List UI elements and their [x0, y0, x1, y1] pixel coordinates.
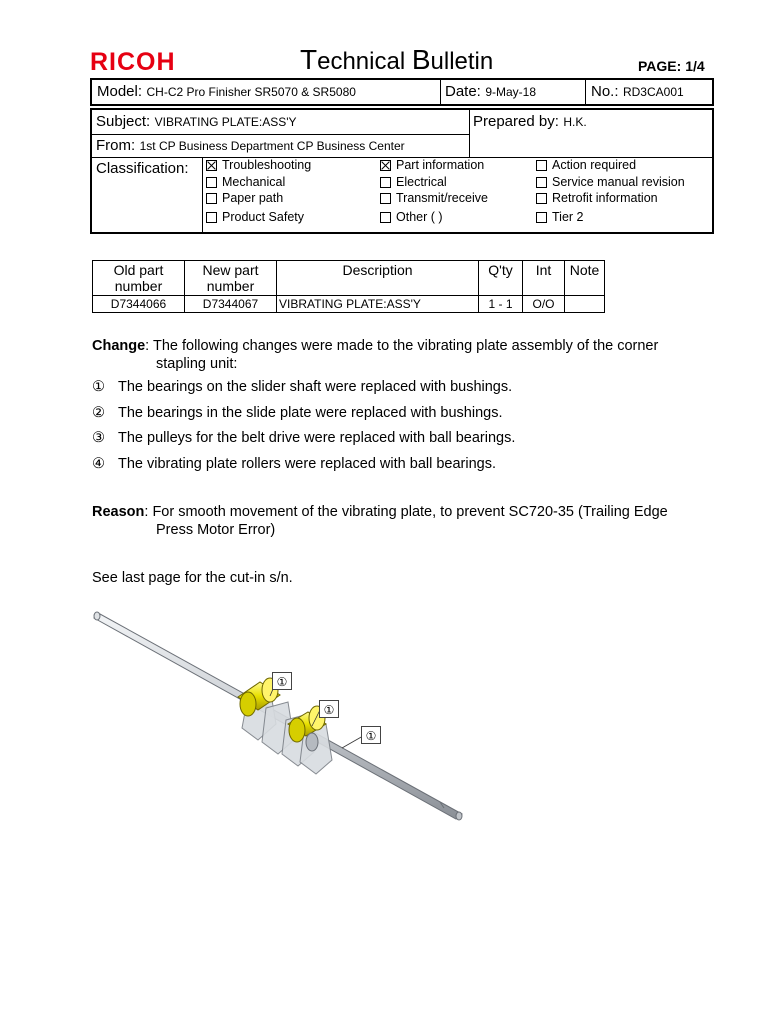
reason-text-line2: Press Motor Error)	[156, 522, 276, 538]
classification-option-label: Part information	[396, 158, 485, 172]
classification-option[interactable]	[206, 158, 311, 172]
classification-option[interactable]	[536, 158, 636, 172]
change-paragraph	[92, 337, 732, 373]
classification-option-label: Service manual revision	[552, 175, 685, 189]
title-part-1: echnical	[317, 48, 412, 75]
classification-option-label: Transmit/receive	[396, 191, 488, 205]
date-label: Date:	[445, 83, 481, 100]
classification-option-label: Mechanical	[222, 175, 286, 189]
checkbox-icon[interactable]	[380, 212, 391, 223]
checkbox-icon[interactable]	[380, 177, 391, 188]
subject-value: VIBRATING PLATE:ASS'Y	[154, 115, 297, 129]
model-label: Model:	[97, 83, 143, 100]
classification-option[interactable]	[536, 210, 584, 224]
header-note: Note	[565, 261, 605, 296]
see-last-page-note: See last page for the cut-in s/n.	[92, 570, 293, 586]
change-text-line1: : The following changes were made to the vibrating plate assembly of the corner	[145, 338, 659, 354]
classification-option[interactable]	[536, 191, 658, 205]
classification-option[interactable]	[380, 210, 443, 224]
checkbox-icon[interactable]	[536, 193, 547, 204]
cell-qty: 1 - 1	[479, 296, 523, 313]
classification-option-label: Product Safety	[222, 210, 304, 224]
collar-part	[306, 733, 318, 751]
parts-table	[92, 260, 605, 313]
subject-field	[96, 113, 297, 131]
list-number: ②	[92, 405, 105, 421]
classification-option[interactable]	[206, 191, 283, 205]
classification-option-label: Action required	[552, 158, 637, 172]
title-part-2: ulletin	[430, 48, 494, 75]
date-field	[445, 83, 536, 101]
title-letter-b: B	[411, 44, 431, 75]
checkbox-icon[interactable]	[536, 177, 547, 188]
classification-option[interactable]	[380, 175, 447, 189]
leader-line	[342, 736, 363, 748]
callout-label: ①	[361, 726, 381, 744]
prepared-by-field	[473, 113, 587, 131]
reason-paragraph	[92, 503, 732, 539]
checkbox-checked-icon[interactable]	[380, 160, 391, 171]
classification-option-label: Other ( )	[396, 210, 443, 224]
classification-option[interactable]	[206, 175, 285, 189]
classification-option-label: Electrical	[396, 175, 447, 189]
list-text: The bearings in the slide plate were replaced with bushings.	[118, 405, 503, 421]
header-new-part-line1: New part	[202, 262, 259, 278]
classification-option-label: Retrofit information	[552, 191, 658, 205]
list-number: ①	[92, 379, 105, 395]
checkbox-icon[interactable]	[536, 212, 547, 223]
header-qty: Q'ty	[479, 261, 523, 296]
model-value: CH-C2 Pro Finisher SR5070 & SR5080	[146, 85, 356, 99]
header-old-part-line2: number	[114, 278, 163, 294]
model-field	[97, 83, 356, 101]
header-new-part-line2: number	[206, 278, 255, 294]
callout-label: ①	[319, 700, 339, 718]
from-label: From:	[96, 137, 136, 154]
cell-int: O/O	[523, 296, 565, 313]
classification-label: Classification:	[96, 160, 189, 177]
header-old-part-line1: Old part	[113, 262, 164, 278]
checkbox-icon[interactable]	[380, 193, 391, 204]
header-new-part	[185, 261, 277, 296]
parts-table-header	[93, 261, 605, 296]
shaft-assembly-figure	[80, 600, 480, 840]
list-number: ③	[92, 430, 105, 446]
number-value: RD3CA001	[622, 85, 684, 99]
header-old-part	[93, 261, 185, 296]
list-number: ④	[92, 456, 105, 472]
checkbox-icon[interactable]	[206, 212, 217, 223]
title-letter-t: T	[300, 44, 318, 75]
subject-label: Subject:	[96, 113, 151, 130]
change-text-line2: stapling unit:	[156, 356, 238, 372]
reason-label: Reason	[92, 504, 145, 520]
prepared-by-label: Prepared by:	[473, 113, 559, 130]
number-label: No.:	[591, 83, 619, 100]
number-field	[591, 83, 684, 101]
prepared-by-value: H.K.	[563, 115, 587, 129]
bulletin-title	[300, 44, 493, 76]
model-row	[90, 78, 714, 106]
list-text: The pulleys for the belt drive were replaced with ball bearings.	[118, 430, 516, 446]
classification-option-label: Troubleshooting	[222, 158, 312, 172]
from-value: 1st CP Business Department CP Business Center	[139, 139, 405, 153]
ricoh-logo: RICOH	[90, 48, 176, 76]
classification-option[interactable]	[206, 210, 304, 224]
checkbox-checked-icon[interactable]	[206, 160, 217, 171]
page-number: PAGE: 1/4	[638, 58, 705, 74]
checkbox-icon[interactable]	[206, 193, 217, 204]
header-description: Description	[277, 261, 479, 296]
header-int: Int	[523, 261, 565, 296]
classification-option[interactable]	[380, 158, 484, 172]
date-value: 9-May-18	[485, 85, 536, 99]
classification-option-label: Paper path	[222, 191, 284, 205]
classification-option[interactable]	[536, 175, 685, 189]
list-text: The bearings on the slider shaft were replaced with bushings.	[118, 379, 513, 395]
reason-text-line1: : For smooth movement of the vibrating plate, to prevent SC720-35 (Trailing Edge	[144, 504, 668, 520]
table-row	[93, 296, 605, 313]
cell-new-part: D7344067	[185, 296, 277, 313]
classification-option-label: Tier 2	[552, 210, 584, 224]
list-text: The vibrating plate rollers were replaced with ball bearings.	[118, 456, 496, 472]
cell-old-part: D7344066	[93, 296, 185, 313]
cell-description: VIBRATING PLATE:ASS'Y	[277, 296, 479, 313]
classification-option[interactable]	[380, 191, 488, 205]
callout-label: ①	[272, 672, 292, 690]
checkbox-icon[interactable]	[536, 160, 547, 171]
from-field	[96, 137, 405, 155]
checkbox-icon[interactable]	[206, 177, 217, 188]
change-label: Change	[92, 338, 146, 354]
cell-note	[565, 296, 605, 313]
